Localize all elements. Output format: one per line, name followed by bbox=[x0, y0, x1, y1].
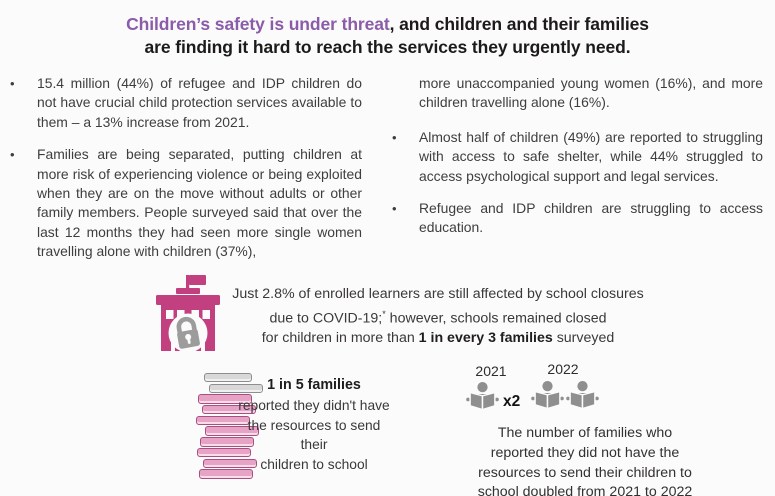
caption-line: The number of families who bbox=[497, 425, 673, 441]
bullet-item bbox=[10, 74, 362, 132]
bullet-icon: • bbox=[10, 76, 15, 91]
bullet-continuation-text: more unaccompanied young women (16%), and more children travelling alone (16%). bbox=[419, 75, 763, 111]
families-doubled-caption bbox=[418, 424, 752, 496]
year-label-2022: 2022 bbox=[547, 361, 579, 377]
books-note-headline: 1 in 5 families bbox=[267, 377, 361, 393]
caption-line: school doubled from 2021 to 2022 bbox=[477, 484, 693, 496]
caption-line: resources to send their children to bbox=[478, 464, 692, 481]
bullet-item bbox=[10, 145, 362, 261]
school-note-line1: Just 2.8% of enrolled learners are still affected by school closures bbox=[232, 286, 644, 302]
bullet-text: Refugee and IDP children are struggling to access education. bbox=[419, 200, 763, 236]
books-note bbox=[234, 376, 394, 475]
title-rest: , and children and their families bbox=[389, 14, 649, 34]
school-note-line2: due to COVID-19;* however, schools remained closed bbox=[269, 308, 607, 327]
bullet-item bbox=[392, 128, 763, 186]
bullet-item bbox=[392, 199, 763, 238]
locked-school-icon bbox=[154, 274, 222, 357]
books-note-line: children to school bbox=[260, 457, 368, 473]
school-closure-note bbox=[232, 285, 644, 348]
multiplier-label: x2 bbox=[503, 393, 521, 410]
title-highlight: Children’s safety is under threat bbox=[126, 14, 390, 34]
title-line2: are finding it hard to reach the services they urgently need. bbox=[144, 37, 631, 57]
bullet-icon: • bbox=[392, 129, 397, 145]
reader-figure-icon bbox=[566, 379, 599, 422]
reader-figure-icon bbox=[531, 379, 564, 422]
bullet-column-right bbox=[392, 74, 763, 251]
year-label-2021: 2021 bbox=[475, 363, 507, 379]
books-note-line: the resources to send their bbox=[247, 417, 381, 453]
page-title bbox=[0, 13, 775, 59]
bullet-icon: • bbox=[392, 201, 397, 217]
school-note-line3: for children in more than 1 in every 3 families surveyed bbox=[261, 329, 615, 346]
books-note-line: reported they didn't have bbox=[238, 397, 390, 413]
school-note-bold: 1 in every 3 families bbox=[418, 329, 553, 346]
bullet-text: 15.4 million (44%) of refugee and IDP children do not have crucial child protection services available to them – a 13% increase from 2021. bbox=[37, 75, 362, 130]
bullet-column-left bbox=[10, 74, 362, 275]
bullet-text: Families are being separated, putting children at more risk of experiencing violence or being exploited when they are on the move without adults or other family members. People surveyed said that over the last 12 months they had seen more single women travelling alone with children (37%), bbox=[37, 146, 362, 260]
reader-figure-icon bbox=[466, 380, 499, 423]
caption-line: reported they did not have the bbox=[490, 444, 680, 461]
bullet-icon: • bbox=[10, 147, 15, 163]
bullet-text: Almost half of children (49%) are reported to struggling with access to safe shelter, while 44% struggled to access psychological support and legal services. bbox=[419, 128, 763, 184]
